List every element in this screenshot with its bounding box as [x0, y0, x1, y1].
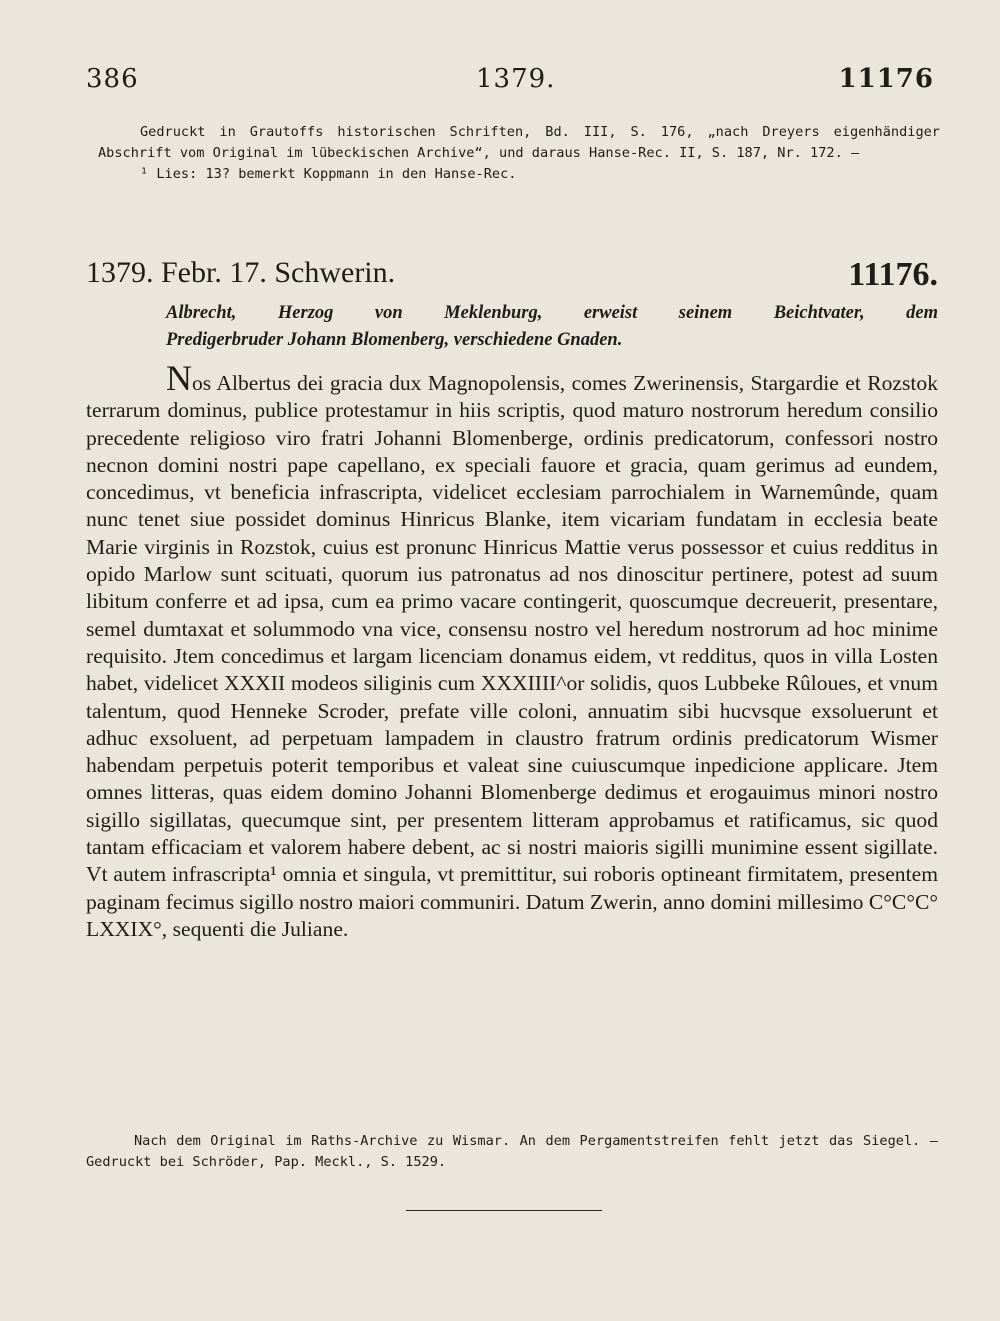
end-rule: [406, 1210, 602, 1211]
document-regest: [166, 300, 938, 354]
document-text: [86, 358, 938, 943]
regest-line-1: Albrecht, Herzog von Meklenburg, erweist seinem Beichtvater, dem: [166, 303, 938, 323]
regest-line-2: Predigerbruder Johann Blomenberg, verschiedene Gnaden.: [166, 330, 623, 350]
previous-document-note: [98, 122, 940, 185]
document-date-place: 1379. Febr. 17. Schwerin.: [86, 256, 396, 289]
document-body-text: os Albertus dei gracia dux Magnopolensis, comes Zwerinensis, Stargardie et Rozstok terrarum dominus, publice protestamur in hiis scriptis, quod maturo nostrorum heredum consilio precedente religioso viro fratri Johanni Blomenberge, ordinis predicatorum, confessori nostro necnon domini nostri pape capellano, ex speciali fauore et gracia, quam gerimus ad eundem, concedimus, vt beneficia infrascripta, videlicet ecclesiam parrochialem in Warnemûnde, quam nunc tenet siue possidet dominus Hinricus Blanke, item vicariam fundatam in ecclesia beate Marie virginis in Rozstok, cuius est pronunc Hinricus Mattie verus possessor et cuius redditus in opido Marlow sunt scituati, quorum ius patronatus ad nos dinoscitur pertinere, potest ad suum libitum conferre et ad ipsa, cum ea primo vacare contingerit, quoscumque decreuerit, presentare, semel dumtaxat et solummodo vna vice, consensu nostro vel heredum nostrorum ad hoc minime requisito. Jtem concedimus et largam licenciam donamus eidem, vt redditus, quos in villa Losten habet, videlicet XXXII modeos siliginis cum XXXIIII^or solidis, quos Lubbeke Rûloues, et vnum talentum, quod Henneke Scroder, prefate ville coloni, annuatim sibi hucvsque exsoluerunt et adhuc exsoluent, ad perpetuam lampadem in claustro fratrum ordinis predicatorum Wismer habendam perpetuis poterit temporibus et valeat sine cuiuscumque inpedicione applicare. Jtem omnes litteras, quas eidem domino Johanni Blomenberge dedimus et erogauimus minori nostro sigillo sigillatas, quecumque sint, per presentem litteram approbamus et ratificamus, sic quod tantam efficaciam et valorem habere debent, ac si nostri maioris sigilli munimine essent sigillate. Vt autem infrascripta¹ omnia et singula, vt premittitur, sui roboris optineant firmitatem, presentem paginam fecimus sigillo nostro maiori communiri. Datum Zwerin, anno domini millesimo C°C°C° LXXIX°, sequenti die Juliane.: [86, 371, 938, 941]
previous-note-footnote: ¹ Lies: 13? bemerkt Koppmann in den Hanse-Rec.: [140, 166, 517, 182]
initial-capital: N: [166, 358, 192, 398]
running-year: 1379.: [476, 64, 556, 94]
document-number: 11176.: [848, 256, 938, 293]
source-note: [86, 1131, 938, 1173]
source-note-text: Nach dem Original im Raths-Archive zu Wismar. An dem Pergamentstreifen fehlt jetzt das Siegel. — Gedruckt bei Schröder, Pap. Meckl., S. 1529.: [86, 1133, 938, 1170]
previous-note-text: Gedruckt in Grautoffs historischen Schriften, Bd. III, S. 176, „nach Dreyers eigenhändiger Abschrift vom Original im lübeckischen Archive“, und daraus Hanse-Rec. II, S. 187, Nr. 172. —: [98, 124, 940, 161]
running-document-number: 11176: [838, 64, 934, 94]
page-number: 386: [86, 64, 139, 94]
